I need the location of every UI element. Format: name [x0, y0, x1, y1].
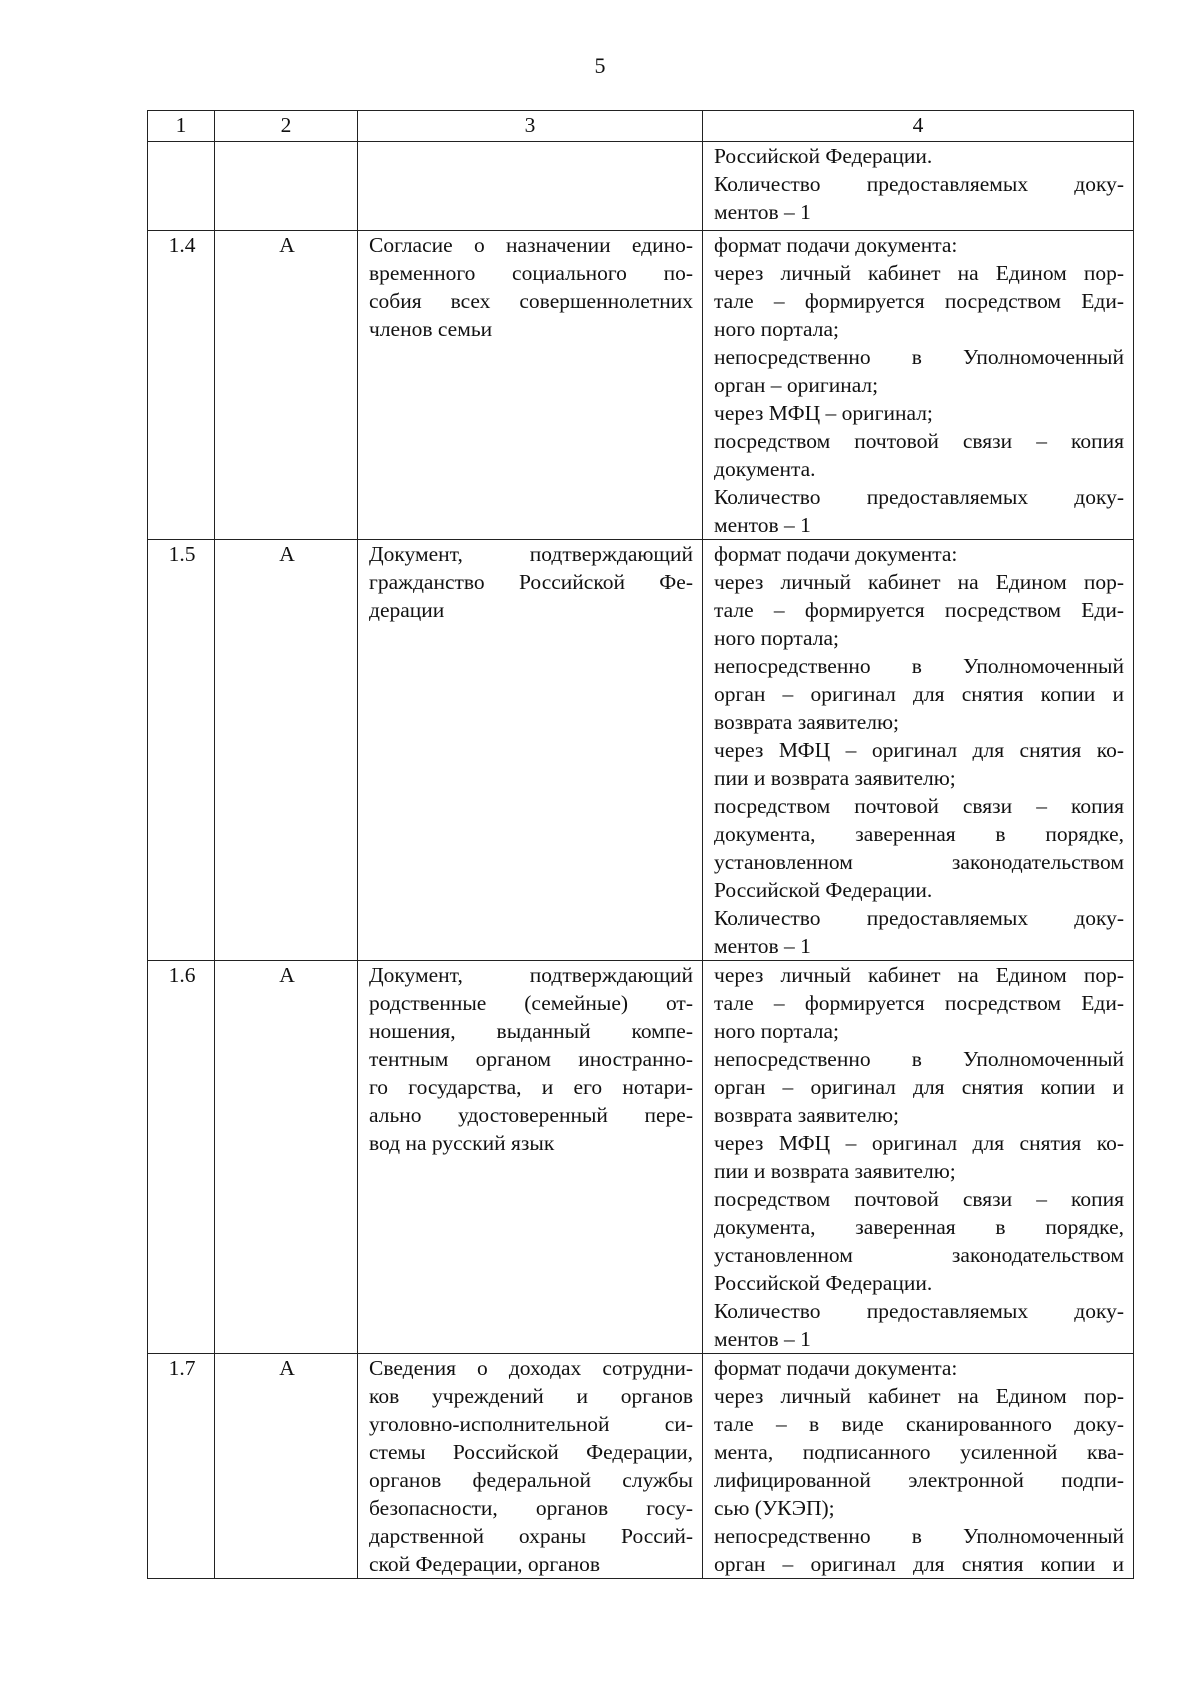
text-line: собия всех совершеннолетних: [369, 289, 693, 313]
document-name: [358, 961, 703, 1354]
text-line: установленном законодательством: [714, 850, 1124, 874]
text-line: мента, подписанного усиленной ква-: [714, 1440, 1124, 1464]
empty-cell: [358, 142, 703, 231]
text-line: Российской Федерации.: [714, 1271, 933, 1295]
text-line: родственные (семейные) от-: [369, 991, 693, 1015]
page-number: 5: [594, 53, 606, 78]
text-line: Документ, подтверждающий: [369, 542, 693, 566]
text-line: через личный кабинет на Едином пор-: [714, 1384, 1124, 1408]
text-line: через МФЦ – оригинал;: [714, 401, 933, 425]
text-line: уголовно-исполнительной си-: [369, 1412, 693, 1436]
row-number: 1.6: [148, 961, 215, 1354]
table-row: [148, 1354, 1134, 1579]
text-line: гражданство Российской Фе-: [369, 570, 693, 594]
text-line: через личный кабинет на Едином пор-: [714, 963, 1124, 987]
text-line: через личный кабинет на Едином пор-: [714, 570, 1124, 594]
text-line: ментов – 1: [714, 200, 811, 224]
row-category: А: [215, 961, 358, 1354]
header-cell-4: 4: [703, 111, 1134, 142]
text-line: пии и возврата заявителю;: [714, 766, 956, 790]
text-line: дарственной охраны Россий-: [369, 1524, 693, 1548]
text-line: непосредственно в Уполномоченный: [714, 1524, 1124, 1548]
text-line: тале – в виде сканированного доку-: [714, 1412, 1124, 1436]
text-line: стемы Российской Федерации,: [369, 1440, 693, 1464]
text-line: дерации: [369, 598, 445, 622]
text-line: ного портала;: [714, 1019, 840, 1043]
text-line: сью (УКЭП);: [714, 1496, 835, 1520]
row-number: 1.4: [148, 231, 215, 540]
text-line: органов федеральной службы: [369, 1468, 693, 1492]
text-line: Количество предоставляемых доку-: [714, 1299, 1124, 1323]
row-category: А: [215, 1354, 358, 1579]
row-category: А: [215, 540, 358, 961]
text-line: ментов – 1: [714, 934, 811, 958]
header-cell-2: 2: [215, 111, 358, 142]
table-row: [148, 231, 1134, 540]
text-line: Документ, подтверждающий: [369, 963, 693, 987]
documents-table: [147, 110, 1134, 1579]
text-line: формат подачи документа:: [714, 233, 958, 257]
text-line: орган – оригинал для снятия копии и: [714, 682, 1124, 706]
text-line: установленном законодательством: [714, 1243, 1124, 1267]
row-number: 1.5: [148, 540, 215, 961]
text-line: орган – оригинал;: [714, 373, 879, 397]
text-line: ков учреждений и органов: [369, 1384, 693, 1408]
continuation-details: [703, 142, 1134, 231]
row-category: А: [215, 231, 358, 540]
text-line: вод на русский язык: [369, 1131, 555, 1155]
text-line: ментов – 1: [714, 1327, 811, 1351]
text-line: посредством почтовой связи – копия: [714, 429, 1124, 453]
text-line: тале – формируется посредством Еди-: [714, 289, 1124, 313]
header-cell-1: 1: [148, 111, 215, 142]
text-line: формат подачи документа:: [714, 542, 958, 566]
text-line: ментов – 1: [714, 513, 811, 537]
text-line: орган – оригинал для снятия копии и: [714, 1552, 1124, 1576]
document-name: [358, 540, 703, 961]
text-line: возврата заявителю;: [714, 710, 899, 734]
table-row: [148, 961, 1134, 1354]
text-line: Количество предоставляемых доку-: [714, 906, 1124, 930]
text-line: тентным органом иностранно-: [369, 1047, 693, 1071]
text-line: через МФЦ – оригинал для снятия ко-: [714, 738, 1124, 762]
empty-cell: [215, 142, 358, 231]
text-line: временного социального по-: [369, 261, 693, 285]
row-number: 1.7: [148, 1354, 215, 1579]
submission-details: [703, 231, 1134, 540]
submission-details: [703, 540, 1134, 961]
text-line: безопасности, органов госу-: [369, 1496, 693, 1520]
text-line: Российской Федерации.: [714, 144, 933, 168]
text-line: пии и возврата заявителю;: [714, 1159, 956, 1183]
text-line: го государства, и его нотари-: [369, 1075, 693, 1099]
text-line: формат подачи документа:: [714, 1356, 958, 1380]
text-line: лифицированной электронной подпи-: [714, 1468, 1124, 1492]
text-line: непосредственно в Уполномоченный: [714, 654, 1124, 678]
text-line: тале – формируется посредством Еди-: [714, 598, 1124, 622]
text-line: документа, заверенная в порядке,: [714, 822, 1124, 846]
text-line: тале – формируется посредством Еди-: [714, 991, 1124, 1015]
text-line: ской Федерации, органов: [369, 1552, 601, 1576]
text-line: посредством почтовой связи – копия: [714, 794, 1124, 818]
text-line: непосредственно в Уполномоченный: [714, 1047, 1124, 1071]
table-row: [148, 540, 1134, 961]
text-line: посредством почтовой связи – копия: [714, 1187, 1124, 1211]
text-line: возврата заявителю;: [714, 1103, 899, 1127]
text-line: Российской Федерации.: [714, 878, 933, 902]
text-line: орган – оригинал для снятия копии и: [714, 1075, 1124, 1099]
text-line: Количество предоставляемых доку-: [714, 172, 1124, 196]
text-line: непосредственно в Уполномоченный: [714, 345, 1124, 369]
text-line: Согласие о назначении едино-: [369, 233, 693, 257]
text-line: Количество предоставляемых доку-: [714, 485, 1124, 509]
text-line: через личный кабинет на Едином пор-: [714, 261, 1124, 285]
document-name: [358, 231, 703, 540]
text-line: документа.: [714, 457, 816, 481]
continuation-row: [148, 142, 1134, 231]
submission-details: [703, 1354, 1134, 1579]
header-cell-3: 3: [358, 111, 703, 142]
document-name: [358, 1354, 703, 1579]
submission-details: [703, 961, 1134, 1354]
text-line: через МФЦ – оригинал для снятия ко-: [714, 1131, 1124, 1155]
text-line: ально удостоверенный пере-: [369, 1103, 693, 1127]
text-line: документа, заверенная в порядке,: [714, 1215, 1124, 1239]
text-line: ного портала;: [714, 626, 840, 650]
text-line: членов семьи: [369, 317, 493, 341]
text-line: Сведения о доходах сотрудни-: [369, 1356, 693, 1380]
text-line: ного портала;: [714, 317, 840, 341]
text-line: ношения, выданный компе-: [369, 1019, 693, 1043]
empty-cell: [148, 142, 215, 231]
table-header-row: [148, 111, 1134, 142]
